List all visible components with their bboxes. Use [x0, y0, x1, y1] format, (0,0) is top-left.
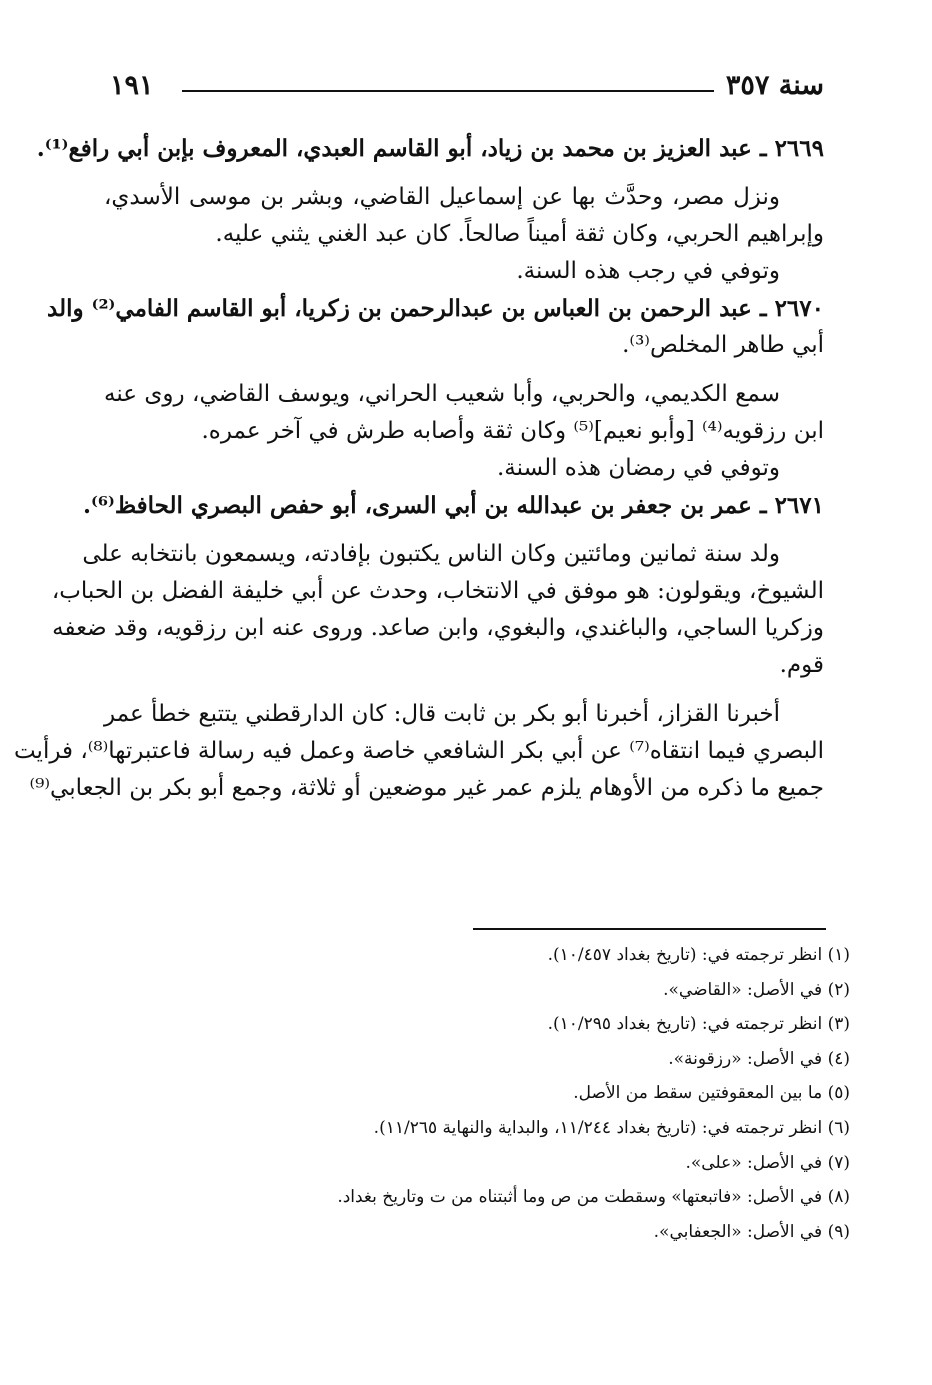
text-line: أخبرنا القزاز، أخبرنا أبو بكر بن ثابت قال: كان الدارقطني يتتبع خطأ عمر: [104, 701, 780, 727]
text-line: جميع ما ذكره من الأوهام يلزم عمر غير موضعين أو ثلاثة، وجمع أبو بكر بن الجعابي⁽⁹⁾: [29, 775, 824, 801]
footnote: (٥) ما بين المعقوفتين سقط من الأصل.: [573, 1083, 850, 1104]
footnote: (٨) في الأصل: «فاتبعتها» وسقطت من ص وما أثبتناه من ت وتاريخ بغداد.: [337, 1187, 850, 1208]
footnotes: [104, 938, 850, 1249]
entry-2669-heading: ٢٦٦٩ ـ عبد العزيز بن محمد بن زياد، أبو القاسم العبدي، المعروف بإبن أبي رافع⁽¹⁾.: [36, 135, 824, 162]
text-line: وزكريا الساجي، والباغندي، والبغوي، وابن صاعد. وروى عنه ابن رزقويه، وقد ضعفه: [52, 615, 824, 641]
footnote: (٩) في الأصل: «الجعفابي».: [653, 1221, 850, 1242]
text-line: قوم.: [779, 652, 824, 678]
footnote: (٣) انظر ترجمته في: (تاريخ بغداد ١٠/٢٩٥).: [547, 1014, 850, 1035]
running-head: [110, 68, 824, 108]
text-line: سمع الكديمي، والحربي، وأبا شعيب الحراني، ويوسف القاضي، روى عنه: [104, 381, 780, 407]
footnote: (١) انظر ترجمته في: (تاريخ بغداد ١٠/٤٥٧).: [547, 945, 850, 965]
footnote: (٧) في الأصل: «على».: [685, 1152, 850, 1173]
main-text: [13, 130, 824, 807]
page-number: ١٩١: [110, 70, 154, 101]
text-line: الشيوخ، ويقولون: هو موفق في الانتخاب، وحدث عن أبي خليفة الفضل بن الحباب،: [51, 578, 824, 604]
footnote: (٤) في الأصل: «رزقونة».: [668, 1048, 850, 1069]
text-line: وإبراهيم الحربي، وكان ثقة أميناً صالحاً. كان عبد الغني يثني عليه.: [215, 221, 824, 247]
text-line: ولد سنة ثمانين ومائتين وكان الناس يكتبون بإفادته، ويسمعون بانتخابه على: [82, 541, 780, 567]
running-title: سنة ٣٥٧: [725, 70, 824, 101]
footnote: (٦) انظر ترجمته في: (تاريخ بغداد ١١/٢٤٤، والبداية والنهاية ١١/٢٦٥).: [373, 1117, 850, 1138]
text-line: وتوفي في رمضان هذه السنة.: [497, 455, 780, 481]
text-line: ابن رزقويه⁽⁴⁾ [وأبو نعيم]⁽⁵⁾ وكان ثقة وأصابه طرش في آخر عمره.: [201, 418, 824, 444]
header-rule: [182, 90, 714, 92]
text-line: أبي طاهر المخلص⁽³⁾.: [622, 332, 824, 358]
footnote: (٢) في الأصل: «القاضي».: [663, 979, 850, 1000]
footnote-rule: [473, 928, 826, 930]
text-line: وتوفي في رجب هذه السنة.: [516, 258, 780, 284]
entry-2670-heading: ٢٦٧٠ ـ عبد الرحمن بن العباس بن عبدالرحمن بن زكريا، أبو القاسم الفامي⁽²⁾ والد: [47, 295, 824, 322]
entry-2671-heading: ٢٦٧١ ـ عمر بن جعفر بن عبدالله بن أبي السرى، أبو حفص البصري الحافظ⁽⁶⁾.: [83, 492, 824, 519]
text-line: البصري فيما انتقاه⁽⁷⁾ عن أبي بكر الشافعي خاصة وعمل فيه رسالة فاعتبرتها⁽⁸⁾، فرأيت: [13, 738, 824, 764]
text-line: ونزل مصر، وحدَّث بها عن إسماعيل القاضي، وبشر بن موسى الأسدي،: [104, 184, 780, 210]
